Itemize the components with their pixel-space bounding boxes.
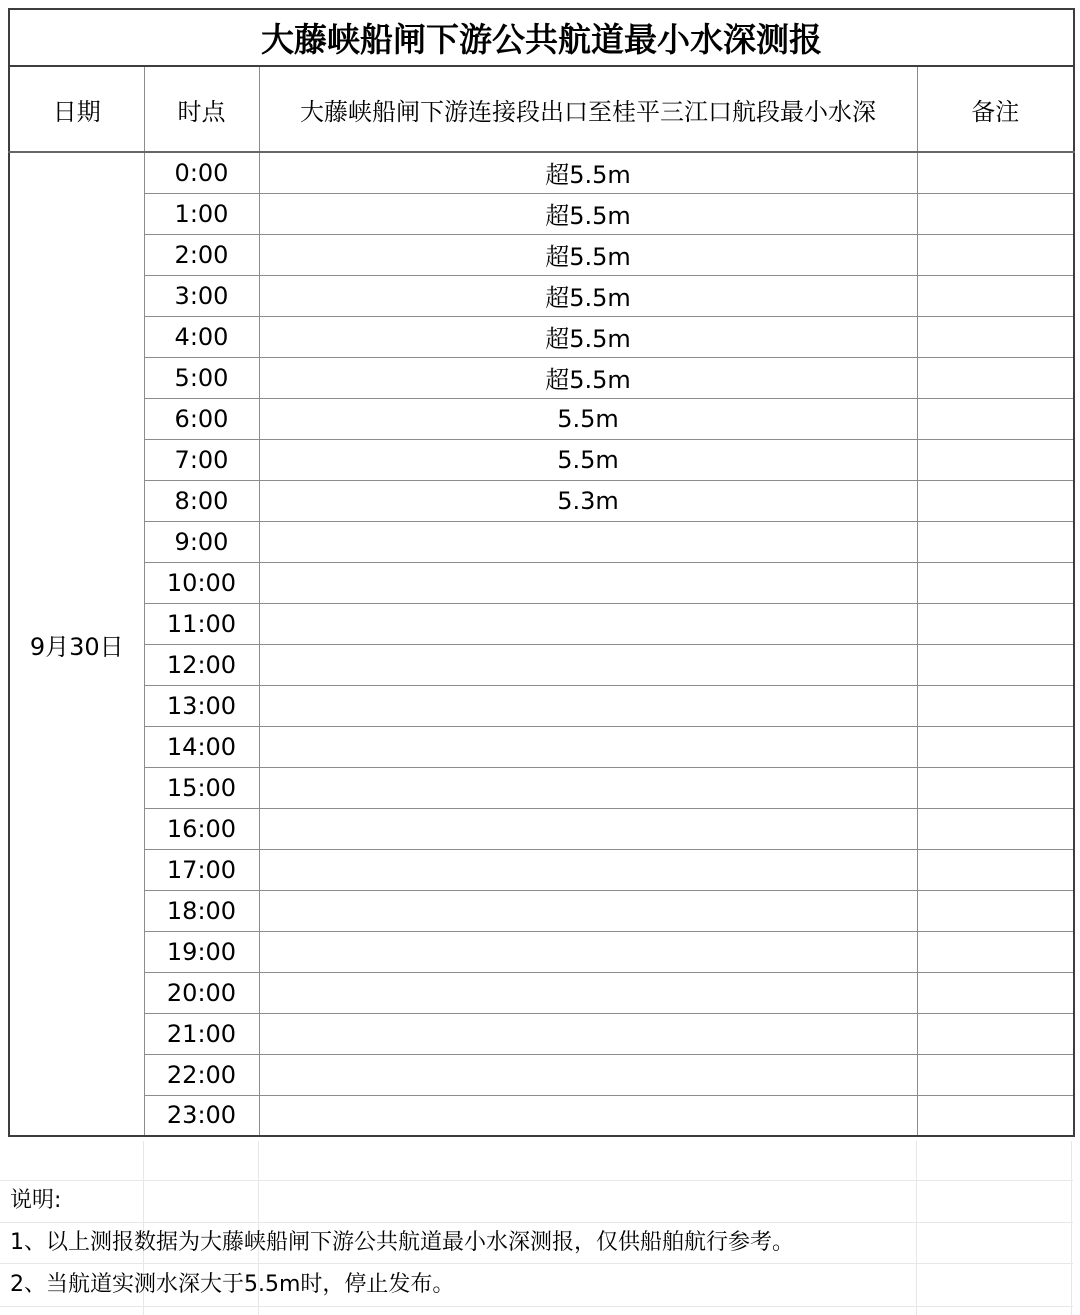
remark-cell [917,603,1074,644]
remark-cell [917,1013,1074,1054]
remark-cell [917,562,1074,603]
time-cell: 3:00 [144,275,259,316]
remark-cell [917,644,1074,685]
depth-cell [259,562,917,603]
remark-cell [917,439,1074,480]
time-cell: 21:00 [144,1013,259,1054]
time-cell: 14:00 [144,726,259,767]
notes-label: 说明: [10,1188,62,1213]
time-cell: 0:00 [144,152,259,193]
depth-cell: 超5.5m [259,193,917,234]
column-header-time: 时点 [144,66,259,152]
table-row [9,849,1074,890]
remark-cell [917,398,1074,439]
table-row [9,685,1074,726]
table-row [9,972,1074,1013]
time-cell: 15:00 [144,767,259,808]
depth-cell: 5.5m [259,398,917,439]
time-cell: 13:00 [144,685,259,726]
faint-gridline-vertical [1071,1141,1072,1315]
depth-cell [259,849,917,890]
table-row [9,890,1074,931]
table-row [9,152,1074,193]
faint-gridline-horizontal [0,1180,1073,1181]
time-cell: 6:00 [144,398,259,439]
depth-cell [259,808,917,849]
faint-gridline-horizontal [0,1306,1073,1307]
time-cell: 10:00 [144,562,259,603]
depth-cell: 5.3m [259,480,917,521]
depth-cell: 超5.5m [259,316,917,357]
table-row [9,1013,1074,1054]
remark-cell [917,480,1074,521]
depth-cell: 超5.5m [259,357,917,398]
note-item-2: 2、当航道实测水深大于5.5m时，停止发布。 [10,1272,455,1297]
time-cell: 2:00 [144,234,259,275]
time-cell: 8:00 [144,480,259,521]
remark-cell [917,234,1074,275]
faint-gridline-vertical [916,1141,917,1315]
time-cell: 16:00 [144,808,259,849]
depth-cell: 超5.5m [259,234,917,275]
report-title: 大藤峡船闸下游公共航道最小水深测报 [9,9,1074,66]
remark-cell [917,316,1074,357]
remark-cell [917,726,1074,767]
depth-cell [259,1095,917,1136]
remark-cell [917,193,1074,234]
time-cell: 5:00 [144,357,259,398]
remark-cell [917,357,1074,398]
title-row [9,9,1074,66]
remark-cell [917,849,1074,890]
depth-cell [259,685,917,726]
header-row [9,66,1074,152]
depth-cell [259,972,917,1013]
table-row [9,1095,1074,1136]
table-row [9,767,1074,808]
depth-cell [259,726,917,767]
column-header-remark: 备注 [917,66,1074,152]
remark-cell [917,1095,1074,1136]
remark-cell [917,808,1074,849]
depth-cell: 5.5m [259,439,917,480]
time-cell: 1:00 [144,193,259,234]
table-row [9,1054,1074,1095]
remark-cell [917,931,1074,972]
table-row [9,808,1074,849]
table-row [9,644,1074,685]
depth-cell [259,931,917,972]
table-row [9,480,1074,521]
table-row [9,931,1074,972]
table-row [9,603,1074,644]
table-row [9,562,1074,603]
time-cell: 20:00 [144,972,259,1013]
table-row [9,234,1074,275]
remark-cell [917,521,1074,562]
depth-cell: 超5.5m [259,275,917,316]
time-cell: 12:00 [144,644,259,685]
time-cell: 4:00 [144,316,259,357]
depth-cell [259,521,917,562]
remark-cell [917,890,1074,931]
column-header-depth: 大藤峡船闸下游连接段出口至桂平三江口航段最小水深 [259,66,917,152]
table-row [9,439,1074,480]
date-cell: 9月30日 [9,152,144,1136]
note-item-1: 1、以上测报数据为大藤峡船闸下游公共航道最小水深测报，仅供船舶航行参考。 [10,1230,794,1255]
time-cell: 23:00 [144,1095,259,1136]
time-cell: 19:00 [144,931,259,972]
depth-cell [259,1054,917,1095]
depth-cell [259,767,917,808]
table-row [9,521,1074,562]
depth-cell [259,603,917,644]
depth-report-table [8,8,1075,1137]
time-cell: 18:00 [144,890,259,931]
remark-cell [917,685,1074,726]
depth-cell [259,1013,917,1054]
table-row [9,726,1074,767]
remark-cell [917,1054,1074,1095]
remark-cell [917,972,1074,1013]
table-row [9,398,1074,439]
time-cell: 11:00 [144,603,259,644]
remark-cell [917,275,1074,316]
table-row [9,357,1074,398]
remark-cell [917,767,1074,808]
table-row [9,275,1074,316]
remark-cell [917,152,1074,193]
depth-cell: 超5.5m [259,152,917,193]
table-row [9,316,1074,357]
time-cell: 17:00 [144,849,259,890]
time-cell: 7:00 [144,439,259,480]
table-row [9,193,1074,234]
column-header-date: 日期 [9,66,144,152]
depth-cell [259,644,917,685]
depth-cell [259,890,917,931]
report-body [9,152,1074,1136]
time-cell: 9:00 [144,521,259,562]
time-cell: 22:00 [144,1054,259,1095]
